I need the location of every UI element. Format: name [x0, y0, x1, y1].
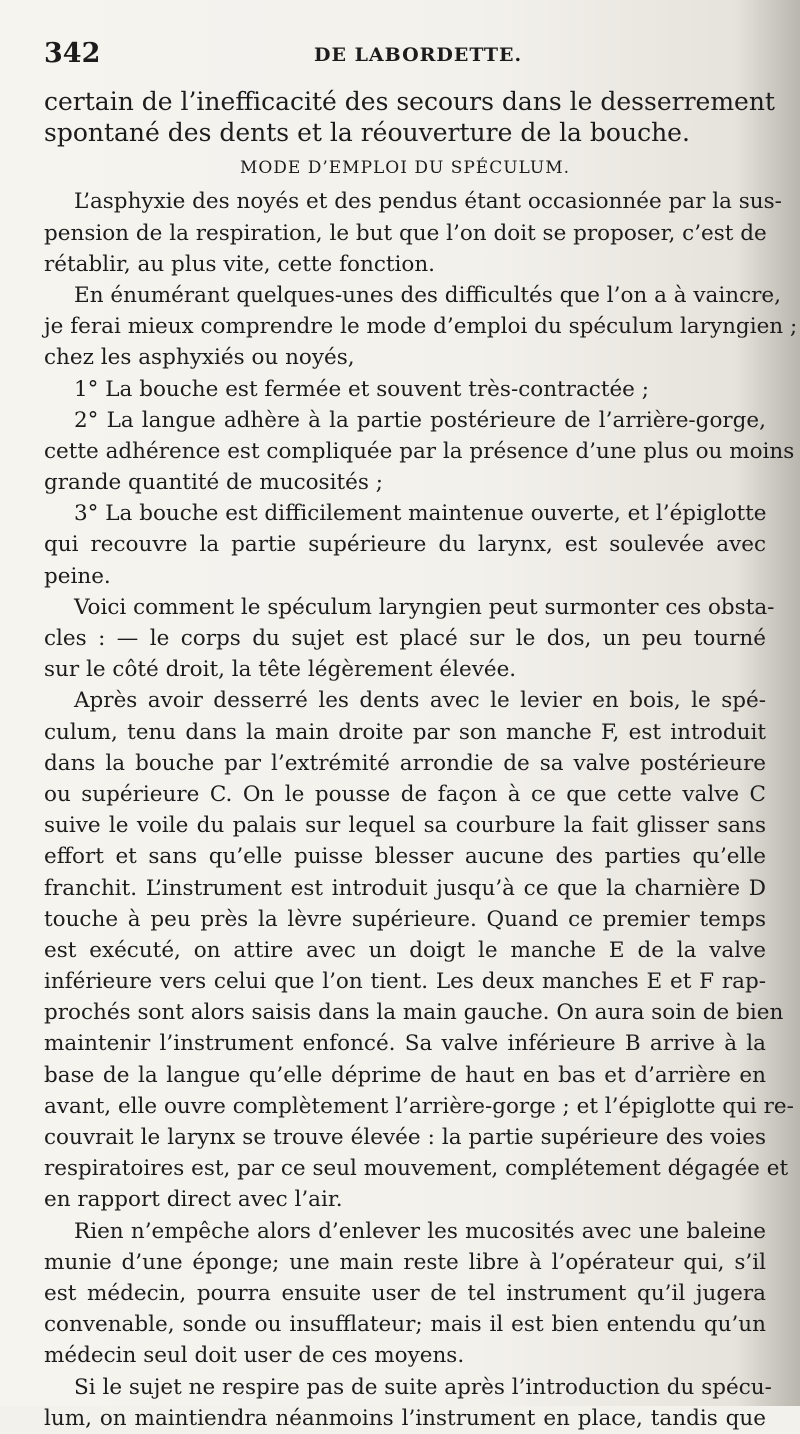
section-heading: MODE D’EMPLOI DU SPÉCULUM. [239, 158, 571, 179]
text-line: qui recouvre la partie supérieure du larynx, est soulevée avec [44, 532, 766, 558]
text-line: je ferai mieux comprendre le mode d’emploi du spéculum laryngien ; [44, 314, 798, 340]
text-line: ou supérieure C. On le pousse de façon à ce que cette valve C [44, 781, 766, 807]
text-line: lum, on maintiendra néanmoins l’instrument en place, tandis que [44, 1405, 766, 1431]
text-line: grande quantité de mucosités ; [44, 470, 383, 496]
text-line: 1° La bouche est fermée et souvent très-contractée ; [74, 376, 649, 402]
text-line: Rien n’empêche alors d’enlever les mucosités avec une baleine [74, 1218, 766, 1244]
text-line: avant, elle ouvre complètement l’arrière-gorge ; et l’épiglotte qui re- [44, 1093, 794, 1119]
text-line: En énumérant quelques-unes des difficultés que l’on a à vaincre, [74, 282, 781, 308]
text-line: cette adhérence est compliquée par la présence d’une plus ou moins [44, 438, 795, 464]
text-line: 2° La langue adhère à la partie postérieure de l’arrière-gorge, [74, 407, 766, 433]
text-line: inférieure vers celui que l’on tient. Les deux manches E et F rap- [44, 969, 766, 995]
text-line: culum, tenu dans la main droite par son manche F, est introduit [44, 719, 766, 745]
text-line: suive le voile du palais sur lequel sa courbure la fait glisser sans [44, 813, 766, 839]
text-line: spontané des dents et la réouverture de la bouche. [44, 118, 690, 148]
text-line: dans la bouche par l’extrémité arrondie de sa valve postérieure [44, 750, 766, 776]
text-line: base de la langue qu’elle déprime de haut en bas et d’arrière en [44, 1062, 766, 1088]
body-text [44, 86, 798, 1434]
text-line: sur le côté droit, la tête légèrement élevée. [44, 657, 517, 683]
text-line: couvrait le larynx se trouve élevée : la partie supérieure des voies [44, 1125, 766, 1150]
running-head [44, 38, 764, 78]
text-line: rétablir, au plus vite, cette fonction. [44, 251, 435, 277]
text-line: certain de l’inefficacité des secours dans le desserrement [44, 87, 775, 116]
running-title: DE LABORDETTE. [314, 44, 523, 66]
text-line: Si le sujet ne respire pas de suite après l’introduction du spécu- [74, 1374, 772, 1400]
text-line: prochés sont alors saisis dans la main gauche. On aura soin de bien [44, 1000, 784, 1026]
text-line: munie d’une éponge; une main reste libre à l’opérateur qui, s’il [44, 1249, 766, 1275]
text-line: L’asphyxie des noyés et des pendus étant occasionnée par la sus- [74, 189, 782, 215]
text-line: est médecin, pourra ensuite user de tel instrument qu’il jugera [44, 1280, 766, 1306]
text-line: est exécuté, on attire avec un doigt le manche E de la valve [44, 937, 766, 963]
text-line: en rapport direct avec l’air. [44, 1187, 343, 1213]
text-line: effort et sans qu’elle puisse blesser aucune des parties qu’elle [44, 844, 766, 870]
text-line: franchit. L’instrument est introduit jusqu’à ce que la charnière D [44, 875, 766, 901]
text-line: peine. [44, 563, 111, 589]
text-line: Après avoir desserré les dents avec le levier en bois, le spé- [74, 688, 766, 714]
text-line: respiratoires est, par ce seul mouvement, complétement dégagée et [44, 1156, 789, 1182]
text-line: cles : — le corps du sujet est placé sur le dos, un peu tourné [44, 626, 766, 651]
text-line: convenable, sonde ou insufflateur; mais il est bien entendu qu’un [44, 1312, 766, 1338]
text-line: touche à peu près la lèvre supérieure. Quand ce premier temps [44, 906, 766, 932]
text-line: maintenir l’instrument enfoncé. Sa valve inférieure B arrive à la [44, 1031, 766, 1057]
text-line: médecin seul doit user de ces moyens. [44, 1343, 465, 1369]
text-line: pension de la respiration, le but que l’on doit se proposer, c’est de [44, 220, 767, 246]
text-line: 3° La bouche est difficilement maintenue ouverte, et l’épiglotte [74, 501, 767, 527]
page-number: 342 [44, 38, 101, 69]
text-line: chez les asphyxiés ou noyés, [44, 345, 355, 371]
text-line: Voici comment le spéculum laryngien peut surmonter ces obsta- [74, 594, 775, 620]
